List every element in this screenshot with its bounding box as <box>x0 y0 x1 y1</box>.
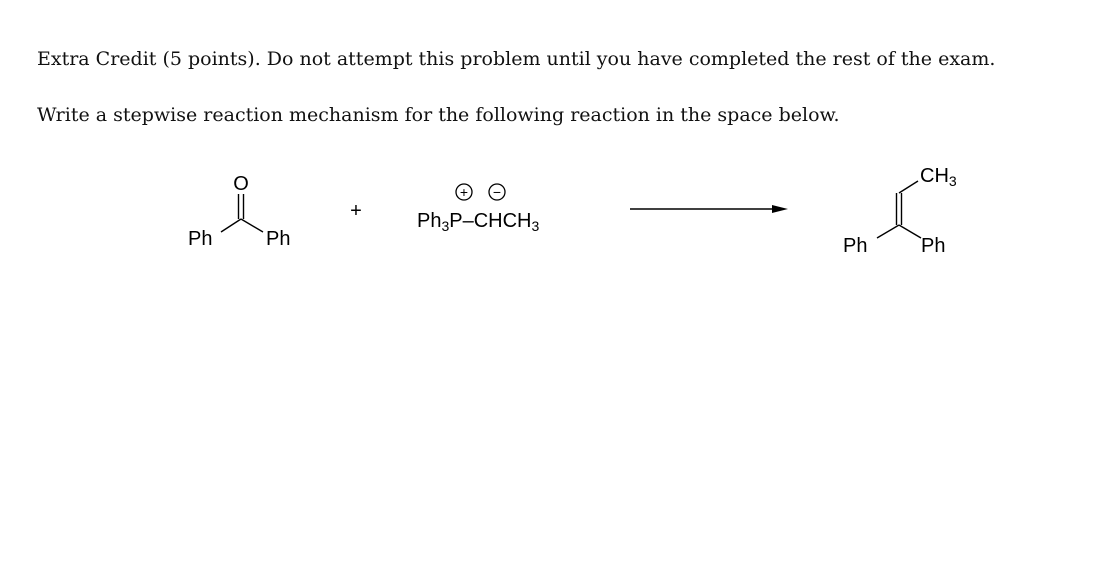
bond-to-methyl <box>899 181 918 193</box>
question-line-1: Extra Credit (5 points). Do not attempt this problem until you have completed the rest of the exam. <box>37 48 996 70</box>
left-phenyl-label: Ph <box>188 228 213 250</box>
bond-to-left-phenyl <box>221 219 241 232</box>
bond-to-right-phenyl <box>241 219 263 232</box>
carbonyl-oxygen-label: O <box>233 173 249 195</box>
product-right-phenyl-label: Ph <box>921 235 946 257</box>
plus-sign: + <box>350 200 362 222</box>
right-phenyl-label: Ph <box>266 228 291 250</box>
product-alkene <box>843 165 957 257</box>
negative-charge-symbol: − <box>492 184 502 200</box>
question-line-2: Write a stepwise reaction mechanism for the following reaction in the space below. <box>37 104 840 126</box>
bond-to-product-left-phenyl <box>877 225 899 238</box>
ylide-formula-subscript-2: 3 <box>531 218 540 234</box>
product-methyl-subscript: 3 <box>948 173 957 189</box>
ylide-formula-p-chch: P–CHCH <box>449 210 532 232</box>
product-methyl-label <box>920 165 957 189</box>
ylide-formula-subscript-1: 3 <box>441 218 450 234</box>
positive-charge-symbol: + <box>459 184 469 200</box>
product-left-phenyl-label: Ph <box>843 235 868 257</box>
reactant-benzophenone <box>188 173 290 250</box>
ylide-formula-ph: Ph <box>417 210 442 232</box>
product-methyl-ch: CH <box>920 165 949 187</box>
reactant-ylide <box>417 184 540 234</box>
ylide-formula <box>417 210 540 234</box>
bond-to-product-right-phenyl <box>899 225 921 238</box>
arrow-head-icon <box>772 205 788 213</box>
reaction-arrow <box>630 205 788 213</box>
